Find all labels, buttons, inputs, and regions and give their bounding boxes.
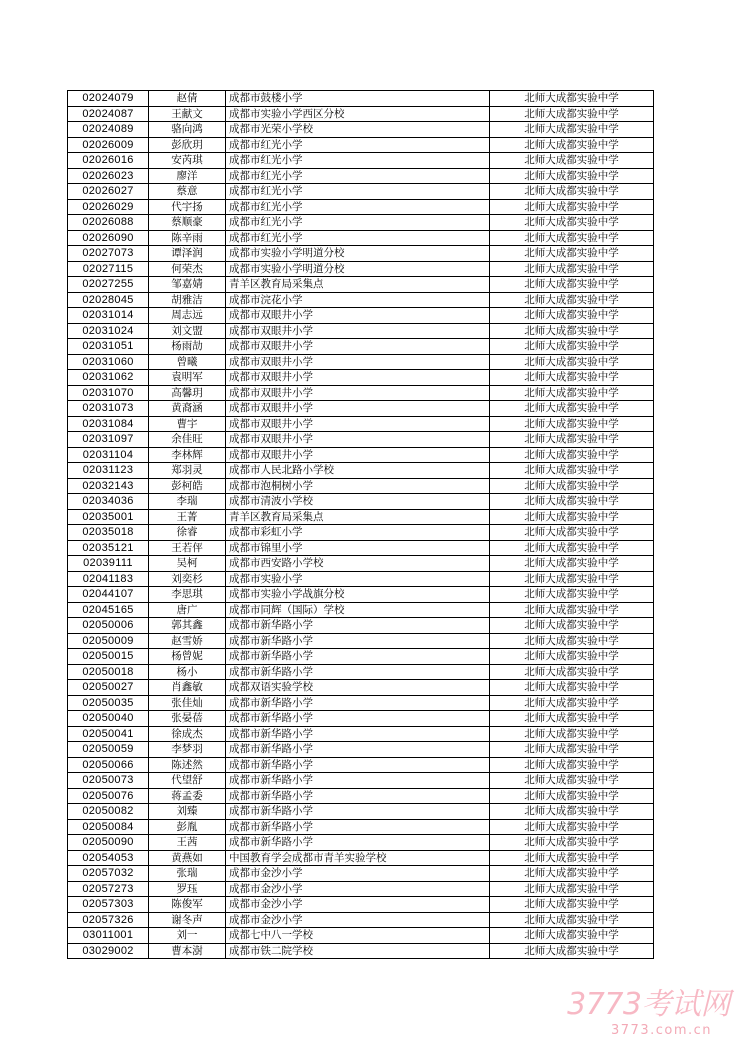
- target-school-cell: 北师大成都实验中学: [490, 618, 654, 634]
- table-row: [68, 463, 654, 479]
- id-cell: 02035001: [68, 509, 149, 525]
- id-cell: 02031024: [68, 323, 149, 339]
- name-cell: 杨小: [149, 664, 226, 680]
- name-cell: 赵雪娇: [149, 633, 226, 649]
- target-school-cell: 北师大成都实验中学: [490, 602, 654, 618]
- target-school-cell: 北师大成都实验中学: [490, 897, 654, 913]
- id-cell: 02031084: [68, 416, 149, 432]
- school-cell: 成都市新华路小学: [226, 649, 490, 665]
- table-row: [68, 246, 654, 262]
- school-cell: 成都市红光小学: [226, 215, 490, 231]
- name-cell: 廖洋: [149, 168, 226, 184]
- table-row: [68, 494, 654, 510]
- target-school-cell: 北师大成都实验中学: [490, 339, 654, 355]
- school-cell: 成都市新华路小学: [226, 819, 490, 835]
- school-cell: 成都市双眼井小学: [226, 385, 490, 401]
- name-cell: 陈辛雨: [149, 230, 226, 246]
- table-row: [68, 618, 654, 634]
- school-cell: 青羊区教育局采集点: [226, 509, 490, 525]
- name-cell: 蔡意: [149, 184, 226, 200]
- table-row: [68, 866, 654, 882]
- school-cell: 中国教育学会成都市青羊实验学校: [226, 850, 490, 866]
- id-cell: 02050009: [68, 633, 149, 649]
- name-cell: 彭欣玥: [149, 137, 226, 153]
- id-cell: 02031097: [68, 432, 149, 448]
- table-row: [68, 509, 654, 525]
- target-school-cell: 北师大成都实验中学: [490, 773, 654, 789]
- name-cell: 代望舒: [149, 773, 226, 789]
- id-cell: 02031014: [68, 308, 149, 324]
- name-cell: 李思琪: [149, 587, 226, 603]
- school-cell: 成都市双眼井小学: [226, 432, 490, 448]
- name-cell: 李瑞: [149, 494, 226, 510]
- name-cell: 张瑞: [149, 866, 226, 882]
- target-school-cell: 北师大成都实验中学: [490, 928, 654, 944]
- school-cell: 成都市双眼井小学: [226, 323, 490, 339]
- table-row: [68, 695, 654, 711]
- target-school-cell: 北师大成都实验中学: [490, 308, 654, 324]
- name-cell: 周志远: [149, 308, 226, 324]
- target-school-cell: 北师大成都实验中学: [490, 680, 654, 696]
- target-school-cell: 北师大成都实验中学: [490, 757, 654, 773]
- name-cell: 黄裔涵: [149, 401, 226, 417]
- school-cell: 成都市人民北路小学校: [226, 463, 490, 479]
- name-cell: 袁明军: [149, 370, 226, 386]
- id-cell: 02026029: [68, 199, 149, 215]
- name-cell: 邹嘉婧: [149, 277, 226, 293]
- target-school-cell: 北师大成都实验中学: [490, 416, 654, 432]
- id-cell: 02024087: [68, 106, 149, 122]
- name-cell: 郑羽灵: [149, 463, 226, 479]
- name-cell: 骆向鸿: [149, 122, 226, 138]
- id-cell: 02057273: [68, 881, 149, 897]
- target-school-cell: 北师大成都实验中学: [490, 819, 654, 835]
- table-row: [68, 571, 654, 587]
- name-cell: 黄燕如: [149, 850, 226, 866]
- table-row: [68, 215, 654, 231]
- name-cell: 彭柯皓: [149, 478, 226, 494]
- id-cell: 02045165: [68, 602, 149, 618]
- school-cell: 成都市新华路小学: [226, 804, 490, 820]
- table-row: [68, 602, 654, 618]
- school-cell: 成都市西安路小学校: [226, 556, 490, 572]
- table-row: [68, 277, 654, 293]
- id-cell: 02034036: [68, 494, 149, 510]
- id-cell: 02031123: [68, 463, 149, 479]
- name-cell: 赵倩: [149, 91, 226, 107]
- school-cell: 青羊区教育局采集点: [226, 277, 490, 293]
- target-school-cell: 北师大成都实验中学: [490, 571, 654, 587]
- target-school-cell: 北师大成都实验中学: [490, 494, 654, 510]
- school-cell: 成都市同辉（国际）学校: [226, 602, 490, 618]
- name-cell: 王若伻: [149, 540, 226, 556]
- id-cell: 02050035: [68, 695, 149, 711]
- target-school-cell: 北师大成都实验中学: [490, 354, 654, 370]
- school-cell: 成都市新华路小学: [226, 757, 490, 773]
- target-school-cell: 北师大成都实验中学: [490, 742, 654, 758]
- target-school-cell: 北师大成都实验中学: [490, 726, 654, 742]
- school-cell: 成都市实验小学: [226, 571, 490, 587]
- name-cell: 余佳旺: [149, 432, 226, 448]
- name-cell: 高馨玥: [149, 385, 226, 401]
- target-school-cell: 北师大成都实验中学: [490, 478, 654, 494]
- target-school-cell: 北师大成都实验中学: [490, 664, 654, 680]
- id-cell: 02026016: [68, 153, 149, 169]
- school-cell: 成都市双眼井小学: [226, 370, 490, 386]
- school-cell: 成都市新华路小学: [226, 742, 490, 758]
- id-cell: 02031070: [68, 385, 149, 401]
- id-cell: 02050059: [68, 742, 149, 758]
- school-cell: 成都市双眼井小学: [226, 308, 490, 324]
- id-cell: 02027255: [68, 277, 149, 293]
- name-cell: 张佳灿: [149, 695, 226, 711]
- target-school-cell: 北师大成都实验中学: [490, 106, 654, 122]
- target-school-cell: 北师大成都实验中学: [490, 199, 654, 215]
- school-cell: 成都市新华路小学: [226, 711, 490, 727]
- school-cell: 成都市新华路小学: [226, 695, 490, 711]
- school-cell: 成都市实验小学明道分校: [226, 261, 490, 277]
- id-cell: 03029002: [68, 943, 149, 959]
- table-row: [68, 819, 654, 835]
- id-cell: 02031060: [68, 354, 149, 370]
- name-cell: 徐成杰: [149, 726, 226, 742]
- table-row: [68, 339, 654, 355]
- target-school-cell: 北师大成都实验中学: [490, 432, 654, 448]
- name-cell: 刘奕杉: [149, 571, 226, 587]
- table-row: [68, 773, 654, 789]
- table-row: [68, 649, 654, 665]
- name-cell: 杨曾妮: [149, 649, 226, 665]
- name-cell: 蔡顺豪: [149, 215, 226, 231]
- id-cell: 02024089: [68, 122, 149, 138]
- school-cell: 成都市清波小学校: [226, 494, 490, 510]
- table-row: [68, 323, 654, 339]
- admission-list-table: [67, 90, 654, 959]
- table-row: [68, 447, 654, 463]
- table-row: [68, 416, 654, 432]
- table-row: [68, 184, 654, 200]
- name-cell: 王菁: [149, 509, 226, 525]
- school-cell: 成都双语实验学校: [226, 680, 490, 696]
- school-cell: 成都市双眼井小学: [226, 416, 490, 432]
- target-school-cell: 北师大成都实验中学: [490, 168, 654, 184]
- name-cell: 曹本澍: [149, 943, 226, 959]
- table-body: [68, 91, 654, 959]
- name-cell: 刘臻: [149, 804, 226, 820]
- name-cell: 郭其鑫: [149, 618, 226, 634]
- id-cell: 02035121: [68, 540, 149, 556]
- table-row: [68, 122, 654, 138]
- table-row: [68, 91, 654, 107]
- table-row: [68, 680, 654, 696]
- school-cell: 成都市红光小学: [226, 230, 490, 246]
- table-row: [68, 742, 654, 758]
- name-cell: 王献文: [149, 106, 226, 122]
- name-cell: 罗珏: [149, 881, 226, 897]
- target-school-cell: 北师大成都实验中学: [490, 137, 654, 153]
- id-cell: 02026023: [68, 168, 149, 184]
- name-cell: 曹宇: [149, 416, 226, 432]
- target-school-cell: 北师大成都实验中学: [490, 711, 654, 727]
- name-cell: 安芮琪: [149, 153, 226, 169]
- id-cell: 02031051: [68, 339, 149, 355]
- name-cell: 何荣杰: [149, 261, 226, 277]
- school-cell: 成都市金沙小学: [226, 912, 490, 928]
- target-school-cell: 北师大成都实验中学: [490, 184, 654, 200]
- id-cell: 02050084: [68, 819, 149, 835]
- id-cell: 02039111: [68, 556, 149, 572]
- id-cell: 02050082: [68, 804, 149, 820]
- name-cell: 陈述然: [149, 757, 226, 773]
- school-cell: 成都市金沙小学: [226, 897, 490, 913]
- target-school-cell: 北师大成都实验中学: [490, 401, 654, 417]
- target-school-cell: 北师大成都实验中学: [490, 943, 654, 959]
- target-school-cell: 北师大成都实验中学: [490, 881, 654, 897]
- table-row: [68, 432, 654, 448]
- id-cell: 02032143: [68, 478, 149, 494]
- table-row: [68, 757, 654, 773]
- table-row: [68, 401, 654, 417]
- target-school-cell: 北师大成都实验中学: [490, 261, 654, 277]
- table-row: [68, 711, 654, 727]
- name-cell: 李林辉: [149, 447, 226, 463]
- id-cell: 02050041: [68, 726, 149, 742]
- school-cell: 成都市新华路小学: [226, 664, 490, 680]
- name-cell: 彭胤: [149, 819, 226, 835]
- school-cell: 成都市鼓楼小学: [226, 91, 490, 107]
- target-school-cell: 北师大成都实验中学: [490, 246, 654, 262]
- name-cell: 徐睿: [149, 525, 226, 541]
- id-cell: 02054053: [68, 850, 149, 866]
- table-row: [68, 478, 654, 494]
- school-cell: 成都市光荣小学校: [226, 122, 490, 138]
- school-cell: 成都市红光小学: [226, 137, 490, 153]
- school-cell: 成都市实验小学西区分校: [226, 106, 490, 122]
- target-school-cell: 北师大成都实验中学: [490, 292, 654, 308]
- school-cell: 成都市新华路小学: [226, 773, 490, 789]
- table-row: [68, 308, 654, 324]
- school-cell: 成都市浣花小学: [226, 292, 490, 308]
- id-cell: 02057032: [68, 866, 149, 882]
- school-cell: 成都市新华路小学: [226, 633, 490, 649]
- school-cell: 成都市双眼井小学: [226, 354, 490, 370]
- school-cell: 成都市新华路小学: [226, 726, 490, 742]
- table-row: [68, 587, 654, 603]
- id-cell: 02050027: [68, 680, 149, 696]
- target-school-cell: 北师大成都实验中学: [490, 633, 654, 649]
- target-school-cell: 北师大成都实验中学: [490, 649, 654, 665]
- admission-list-sheet: [67, 90, 654, 959]
- target-school-cell: 北师大成都实验中学: [490, 91, 654, 107]
- id-cell: 02050073: [68, 773, 149, 789]
- school-cell: 成都市红光小学: [226, 184, 490, 200]
- id-cell: 02031104: [68, 447, 149, 463]
- table-row: [68, 726, 654, 742]
- name-cell: 刘文盟: [149, 323, 226, 339]
- name-cell: 肖鑫敏: [149, 680, 226, 696]
- target-school-cell: 北师大成都实验中学: [490, 215, 654, 231]
- school-cell: 成都市双眼井小学: [226, 401, 490, 417]
- target-school-cell: 北师大成都实验中学: [490, 695, 654, 711]
- table-row: [68, 850, 654, 866]
- table-row: [68, 137, 654, 153]
- target-school-cell: 北师大成都实验中学: [490, 866, 654, 882]
- name-cell: 谢冬声: [149, 912, 226, 928]
- name-cell: 王茜: [149, 835, 226, 851]
- table-row: [68, 106, 654, 122]
- target-school-cell: 北师大成都实验中学: [490, 912, 654, 928]
- table-row: [68, 928, 654, 944]
- target-school-cell: 北师大成都实验中学: [490, 850, 654, 866]
- id-cell: 02024079: [68, 91, 149, 107]
- school-cell: 成都市实验小学明道分校: [226, 246, 490, 262]
- id-cell: 02050040: [68, 711, 149, 727]
- school-cell: 成都市彩虹小学: [226, 525, 490, 541]
- name-cell: 刘一: [149, 928, 226, 944]
- id-cell: 02026090: [68, 230, 149, 246]
- target-school-cell: 北师大成都实验中学: [490, 525, 654, 541]
- school-cell: 成都市金沙小学: [226, 866, 490, 882]
- id-cell: 02041183: [68, 571, 149, 587]
- id-cell: 03011001: [68, 928, 149, 944]
- id-cell: 02050006: [68, 618, 149, 634]
- table-row: [68, 385, 654, 401]
- site-watermark: [560, 989, 730, 1038]
- name-cell: 张晏蓓: [149, 711, 226, 727]
- table-row: [68, 354, 654, 370]
- id-cell: 02050090: [68, 835, 149, 851]
- table-row: [68, 199, 654, 215]
- id-cell: 02028045: [68, 292, 149, 308]
- table-row: [68, 153, 654, 169]
- name-cell: 代宇扬: [149, 199, 226, 215]
- target-school-cell: 北师大成都实验中学: [490, 509, 654, 525]
- id-cell: 02035018: [68, 525, 149, 541]
- table-row: [68, 897, 654, 913]
- table-row: [68, 525, 654, 541]
- table-row: [68, 540, 654, 556]
- target-school-cell: 北师大成都实验中学: [490, 540, 654, 556]
- table-row: [68, 664, 654, 680]
- table-row: [68, 556, 654, 572]
- school-cell: 成都市金沙小学: [226, 881, 490, 897]
- name-cell: 蒋孟委: [149, 788, 226, 804]
- school-cell: 成都市红光小学: [226, 168, 490, 184]
- target-school-cell: 北师大成都实验中学: [490, 587, 654, 603]
- target-school-cell: 北师大成都实验中学: [490, 463, 654, 479]
- school-cell: 成都市新华路小学: [226, 835, 490, 851]
- target-school-cell: 北师大成都实验中学: [490, 153, 654, 169]
- table-row: [68, 261, 654, 277]
- table-row: [68, 804, 654, 820]
- name-cell: 谭泽润: [149, 246, 226, 262]
- name-cell: 杨雨劼: [149, 339, 226, 355]
- id-cell: 02026009: [68, 137, 149, 153]
- id-cell: 02027115: [68, 261, 149, 277]
- id-cell: 02026027: [68, 184, 149, 200]
- watermark-url-text: 3773.com.cn: [611, 1023, 712, 1038]
- id-cell: 02050076: [68, 788, 149, 804]
- target-school-cell: 北师大成都实验中学: [490, 370, 654, 386]
- target-school-cell: 北师大成都实验中学: [490, 804, 654, 820]
- school-cell: 成都市新华路小学: [226, 618, 490, 634]
- table-row: [68, 633, 654, 649]
- name-cell: 唐广: [149, 602, 226, 618]
- id-cell: 02027073: [68, 246, 149, 262]
- table-row: [68, 788, 654, 804]
- target-school-cell: 北师大成都实验中学: [490, 230, 654, 246]
- name-cell: 陈俊军: [149, 897, 226, 913]
- school-cell: 成都市实验小学战旗分校: [226, 587, 490, 603]
- target-school-cell: 北师大成都实验中学: [490, 385, 654, 401]
- id-cell: 02031062: [68, 370, 149, 386]
- table-row: [68, 912, 654, 928]
- watermark-logo-text: 3773考试网: [567, 987, 730, 1022]
- school-cell: 成都市红光小学: [226, 153, 490, 169]
- school-cell: 成都市泡桐树小学: [226, 478, 490, 494]
- name-cell: 吴柯: [149, 556, 226, 572]
- name-cell: 胡雅洁: [149, 292, 226, 308]
- id-cell: 02031073: [68, 401, 149, 417]
- school-cell: 成都市铁二院学校: [226, 943, 490, 959]
- target-school-cell: 北师大成都实验中学: [490, 556, 654, 572]
- school-cell: 成都市双眼井小学: [226, 339, 490, 355]
- id-cell: 02057326: [68, 912, 149, 928]
- id-cell: 02026088: [68, 215, 149, 231]
- id-cell: 02050018: [68, 664, 149, 680]
- table-row: [68, 835, 654, 851]
- table-row: [68, 292, 654, 308]
- table-row: [68, 943, 654, 959]
- name-cell: 曾曦: [149, 354, 226, 370]
- target-school-cell: 北师大成都实验中学: [490, 122, 654, 138]
- id-cell: 02050066: [68, 757, 149, 773]
- school-cell: 成都市新华路小学: [226, 788, 490, 804]
- table-row: [68, 370, 654, 386]
- school-cell: 成都市红光小学: [226, 199, 490, 215]
- table-row: [68, 230, 654, 246]
- target-school-cell: 北师大成都实验中学: [490, 447, 654, 463]
- school-cell: 成都市锦里小学: [226, 540, 490, 556]
- school-cell: 成都七中八一学校: [226, 928, 490, 944]
- target-school-cell: 北师大成都实验中学: [490, 323, 654, 339]
- id-cell: 02050015: [68, 649, 149, 665]
- target-school-cell: 北师大成都实验中学: [490, 835, 654, 851]
- id-cell: 02057303: [68, 897, 149, 913]
- school-cell: 成都市双眼井小学: [226, 447, 490, 463]
- target-school-cell: 北师大成都实验中学: [490, 277, 654, 293]
- table-row: [68, 168, 654, 184]
- name-cell: 李梦羽: [149, 742, 226, 758]
- target-school-cell: 北师大成都实验中学: [490, 788, 654, 804]
- table-row: [68, 881, 654, 897]
- id-cell: 02044107: [68, 587, 149, 603]
